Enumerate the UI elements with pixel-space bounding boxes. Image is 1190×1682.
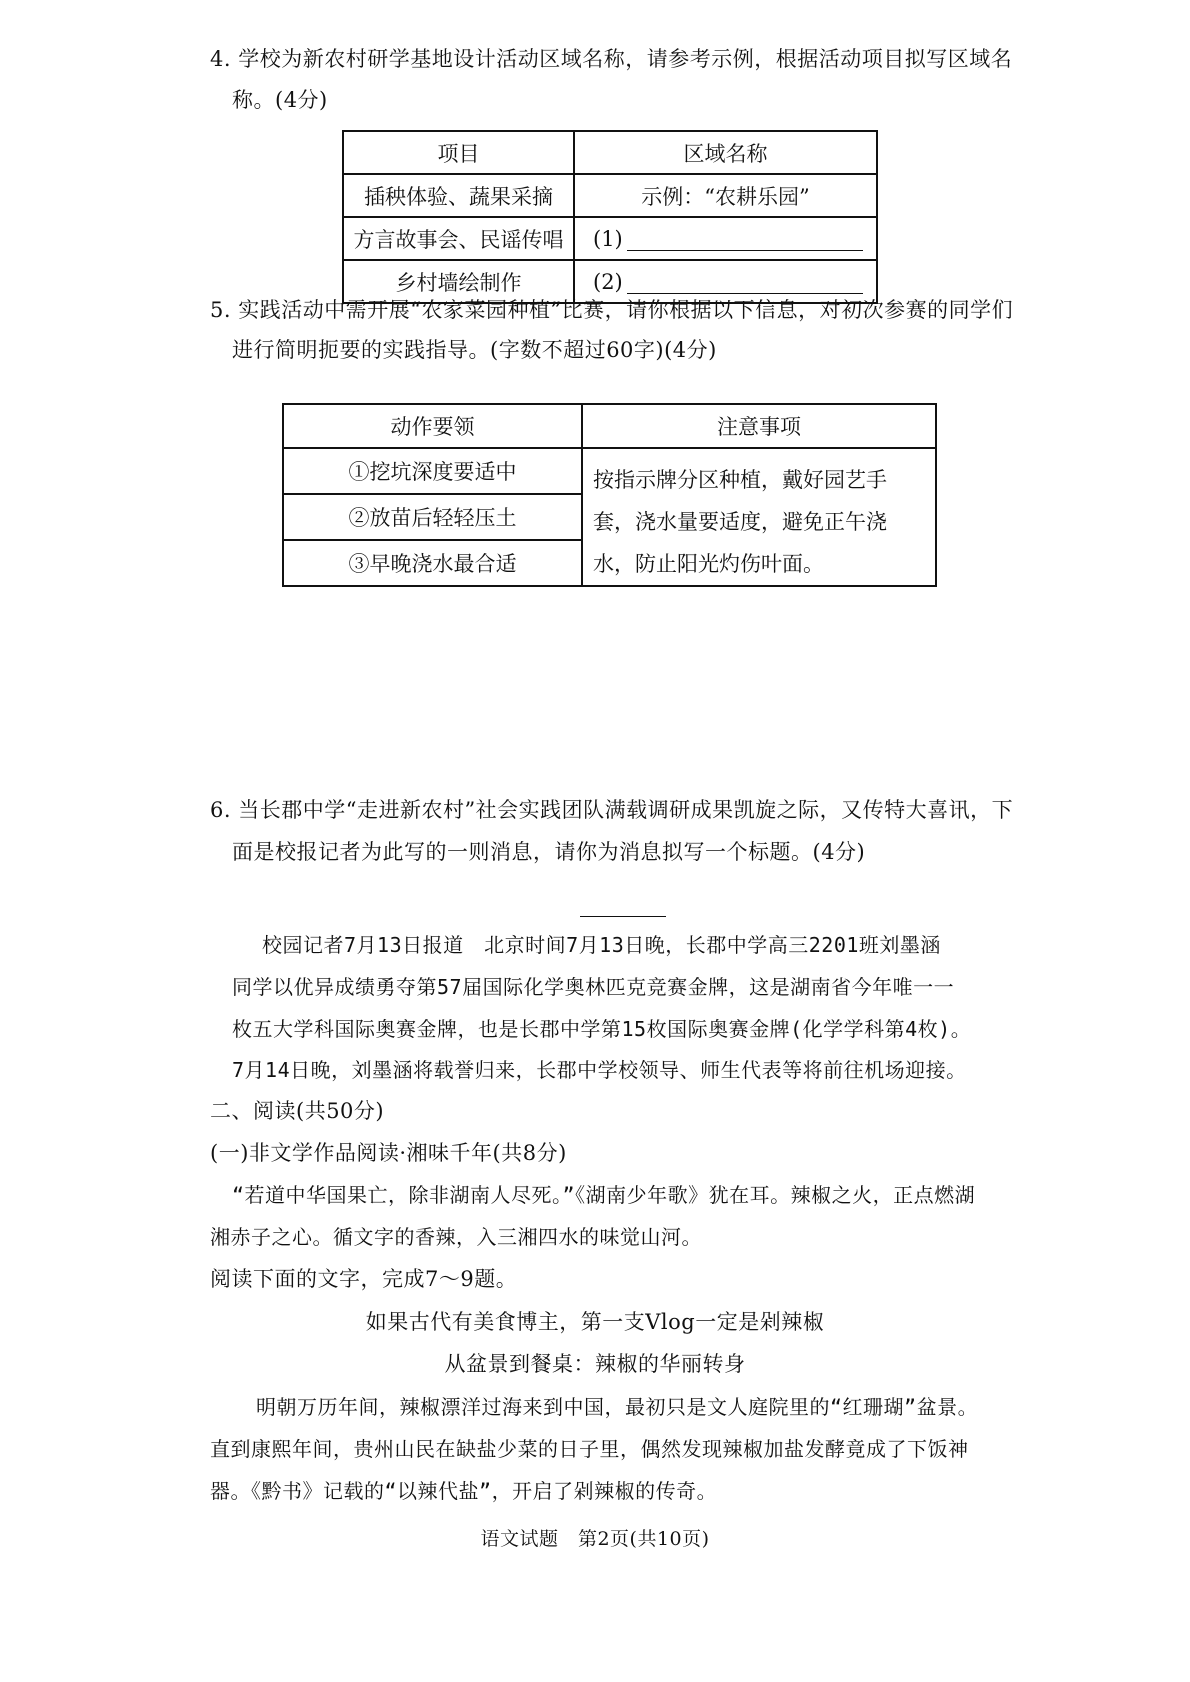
article-title: 如果古代有美食博主，第一支Vlog一定是剁辣椒 <box>365 1310 825 1334</box>
news-line: 同学以优异成绩勇夺第57届国际化学奥林匹克竞赛金牌，这是湖南省今年唯一一 <box>232 975 955 999</box>
intro-line: “若道中华国果亡，除非湖南人尽死。”《湖南少年歌》犹在耳。辣椒之火，正点燃湖 <box>232 1183 976 1207</box>
q5-action-1: ①挖坑深度要适中 <box>283 448 582 494</box>
q4-table <box>342 130 878 304</box>
q4-row3-project: 乡村墙绘制作 <box>343 260 574 303</box>
answer-blank[interactable] <box>627 271 863 294</box>
title-answer-line[interactable] <box>580 916 666 917</box>
part-heading: (一)非文学作品阅读·湘味千年(共8分) <box>210 1141 567 1165</box>
section-heading: 二、阅读(共50分) <box>210 1099 385 1123</box>
q4-line2: 称。(4分) <box>232 88 328 112</box>
q6-line2: 面是校报记者为此写的一则消息，请你为消息拟写一个标题。(4分) <box>232 840 866 864</box>
instruction: 阅读下面的文字，完成7～9题。 <box>210 1267 518 1291</box>
q5-note: 按指示牌分区种植，戴好园艺手套，浇水量要适度，避免正午浇水，防止阳光灼伤叶面。 <box>582 448 936 586</box>
blank-number: (1) <box>593 226 623 251</box>
q5-line1: 5. 实践活动中需开展“农家菜园种植”比赛，请你根据以下信息，对初次参赛的同学们 <box>210 298 1014 322</box>
news-line: 枚五大学科国际奥赛金牌，也是长郡中学第15枚国际奥赛金牌(化学学科第4枚)。 <box>232 1017 972 1041</box>
q4-header-area: 区域名称 <box>574 131 877 174</box>
page-footer: 语文试题 第2页(共10页) <box>480 1528 710 1550</box>
q4-line1: 4. 学校为新农村研学基地设计活动区域名称，请参考示例，根据活动项目拟写区域名 <box>210 47 1013 71</box>
q5-table <box>282 403 937 587</box>
q5-action-3: ③早晚浇水最合适 <box>283 540 582 586</box>
body-line: 明朝万历年间，辣椒漂洋过海来到中国，最初只是文人庭院里的“红珊瑚”盆景。 <box>256 1395 979 1419</box>
q4-row1-example: 示例：“农耕乐园” <box>574 174 877 217</box>
blank-number: (2) <box>593 269 623 294</box>
q5-line2: 进行简明扼要的实践指导。(字数不超过60字)(4分) <box>232 338 717 362</box>
q5-header-notes: 注意事项 <box>582 404 936 448</box>
intro-line: 湘赤子之心。循文字的香辣，入三湘四水的味觉山河。 <box>210 1225 702 1249</box>
body-line: 器。《黔书》记载的“以辣代盐”，开启了剁辣椒的传奇。 <box>210 1479 718 1503</box>
body-line: 直到康熙年间，贵州山民在缺盐少菜的日子里，偶然发现辣椒加盐发酵竟成了下饭神 <box>210 1437 969 1461</box>
q6-line1: 6. 当长郡中学“走进新农村”社会实践团队满载调研成果凯旋之际，又传特大喜讯，下 <box>210 798 1014 822</box>
news-line: 7月14日晚，刘墨涵将载誉归来，长郡中学校领导、师生代表等将前往机场迎接。 <box>232 1058 967 1082</box>
news-line: 校园记者7月13日报道 北京时间7月13日晚，长郡中学高三2201班刘墨涵 <box>262 933 941 957</box>
answer-blank[interactable] <box>627 228 863 251</box>
q5-action-2: ②放苗后轻轻压土 <box>283 494 582 540</box>
q5-header-actions: 动作要领 <box>283 404 582 448</box>
q4-row1-project: 插秧体验、蔬果采摘 <box>343 174 574 217</box>
q4-row2-answer[interactable] <box>574 217 877 260</box>
article-subtitle: 从盆景到餐桌：辣椒的华丽转身 <box>444 1352 746 1376</box>
q4-row2-project: 方言故事会、民谣传唱 <box>343 217 574 260</box>
q4-header-project: 项目 <box>343 131 574 174</box>
